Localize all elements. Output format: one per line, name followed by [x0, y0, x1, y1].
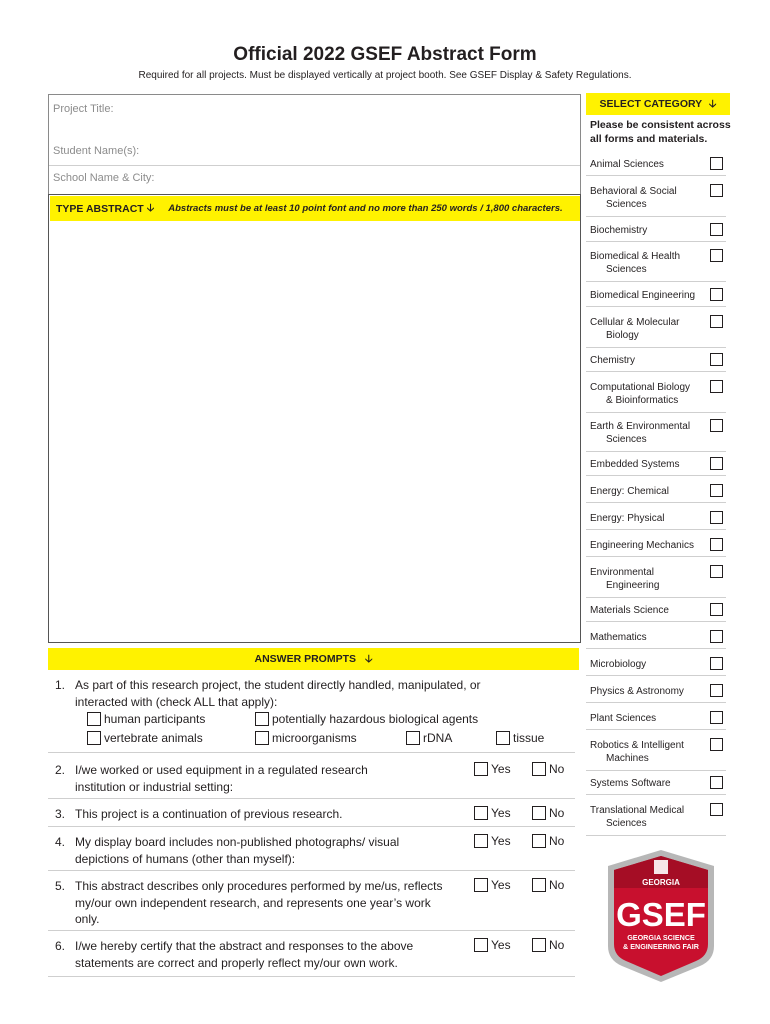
category-checkbox[interactable]	[710, 457, 723, 470]
yes-label: Yes	[491, 878, 511, 892]
category-label	[590, 539, 708, 552]
category-checkbox[interactable]	[710, 776, 723, 789]
category-item	[586, 738, 726, 774]
category-item	[586, 353, 726, 375]
logo-main-text: GSEF	[616, 896, 706, 933]
human-participants-checkbox[interactable]	[87, 712, 101, 726]
category-item	[586, 538, 726, 560]
category-checkbox[interactable]	[710, 184, 723, 197]
category-label-line: Microbiology	[590, 659, 647, 670]
category-checkbox[interactable]	[710, 630, 723, 643]
arrow-down-icon: 🡣	[708, 98, 717, 110]
category-label	[590, 712, 708, 725]
divider	[586, 648, 726, 649]
category-checkbox[interactable]	[710, 511, 723, 524]
divider	[48, 930, 575, 931]
divider	[586, 621, 726, 622]
category-label-line: Systems Software	[590, 778, 671, 789]
answer-prompts-label: ANSWER PROMPTS	[254, 653, 357, 665]
category-checkbox[interactable]	[710, 803, 723, 816]
category-label	[590, 485, 708, 498]
category-checkbox[interactable]	[710, 565, 723, 578]
divider	[586, 347, 726, 348]
category-label	[590, 777, 708, 790]
project-title-field[interactable]: Project Title:	[53, 103, 114, 115]
option-label: vertebrate animals	[104, 731, 203, 745]
category-checkbox[interactable]	[710, 288, 723, 301]
category-item	[586, 803, 726, 839]
arrow-down-icon: 🡣	[146, 201, 155, 214]
no-label: No	[549, 806, 565, 820]
category-label	[590, 566, 708, 592]
divider	[586, 216, 726, 217]
category-label-line: Sciences	[606, 818, 647, 829]
category-item	[586, 315, 726, 351]
category-label-line: Plant Sciences	[590, 713, 657, 724]
category-label-line: Sciences	[606, 434, 647, 445]
category-label-line: Physics & Astronomy	[590, 686, 684, 697]
category-item	[586, 603, 726, 625]
category-item	[586, 657, 726, 679]
divider	[586, 597, 726, 598]
category-label	[590, 224, 708, 237]
category-checkbox[interactable]	[710, 380, 723, 393]
category-note: Please be consistent across all forms and materials.	[590, 119, 731, 145]
category-label-line: Machines	[606, 753, 649, 764]
q5-no-checkbox[interactable]	[532, 878, 546, 892]
vertebrate-animals-checkbox[interactable]	[87, 731, 101, 745]
q2-yes-checkbox[interactable]	[474, 762, 488, 776]
divider	[586, 451, 726, 452]
logo-line1: GEORGIA SCIENCE	[627, 933, 695, 942]
category-label-line: Embedded Systems	[590, 459, 680, 470]
category-label-line: Mathematics	[590, 632, 647, 643]
category-label-line: Translational Medical	[590, 805, 685, 816]
q5-yes-checkbox[interactable]	[474, 878, 488, 892]
divider	[48, 752, 575, 753]
divider	[586, 241, 726, 242]
category-item	[586, 380, 726, 416]
divider	[586, 306, 726, 307]
divider	[586, 556, 726, 557]
category-checkbox[interactable]	[710, 538, 723, 551]
divider	[586, 675, 726, 676]
divider	[586, 281, 726, 282]
category-checkbox[interactable]	[710, 249, 723, 262]
q3-no-checkbox[interactable]	[532, 806, 546, 820]
category-item	[586, 511, 726, 533]
divider	[586, 475, 726, 476]
logo-line2: & ENGINEERING FAIR	[623, 942, 699, 951]
option-label: microorganisms	[272, 731, 357, 745]
category-label-line: Materials Science	[590, 605, 669, 616]
category-item	[586, 419, 726, 455]
no-label: No	[549, 834, 565, 848]
no-label: No	[549, 762, 565, 776]
q6-yes-checkbox[interactable]	[474, 938, 488, 952]
divider	[586, 529, 726, 530]
yes-label: Yes	[491, 762, 511, 776]
category-label	[590, 685, 708, 698]
category-label	[590, 250, 708, 276]
option-label: human participants	[104, 712, 206, 726]
category-checkbox[interactable]	[710, 738, 723, 751]
category-item	[586, 457, 726, 479]
question-number: 4.	[55, 835, 66, 849]
question-number: 5.	[55, 879, 66, 893]
q3-yes-checkbox[interactable]	[474, 806, 488, 820]
category-label-line: Energy: Physical	[590, 513, 665, 524]
category-checkbox[interactable]	[710, 603, 723, 616]
category-label-line: Biomedical & Health	[590, 251, 681, 262]
school-field[interactable]: School Name & City:	[53, 172, 155, 184]
type-abstract-bar	[50, 196, 580, 221]
category-label-line: Sciences	[606, 264, 647, 275]
divider	[586, 371, 726, 372]
category-label	[590, 658, 708, 671]
microorganisms-checkbox[interactable]	[255, 731, 269, 745]
yes-label: Yes	[491, 938, 511, 952]
option-label: potentially hazardous biological agents	[272, 712, 479, 726]
category-label	[590, 381, 708, 407]
divider	[586, 835, 726, 836]
category-item	[586, 565, 726, 601]
question-number: 3.	[55, 807, 66, 821]
category-item	[586, 484, 726, 506]
yes-label: Yes	[491, 834, 511, 848]
category-label-line: & Bioinformatics	[606, 395, 679, 406]
q4-no-checkbox[interactable]	[532, 834, 546, 848]
question-text: As part of this research project, the student directly handled, manipulated, or interacted with (check ALL that apply):	[75, 678, 481, 709]
category-label	[590, 185, 708, 211]
option-label: rDNA	[423, 731, 453, 745]
question-text: I/we hereby certify that the abstract and responses to the above statements are correct and properly reflect my/our own work.	[75, 939, 414, 970]
divider	[586, 702, 726, 703]
category-label-line: Chemistry	[590, 355, 636, 366]
category-label-line: Engineering Mechanics	[590, 540, 694, 551]
category-checkbox[interactable]	[710, 223, 723, 236]
select-category-label: SELECT CATEGORY	[599, 98, 702, 110]
question-text: This abstract describes only procedures performed by me/us, reflects my/our own independent research, and represents one year’s work only.	[75, 879, 443, 926]
category-item	[586, 184, 726, 220]
category-label-line: Cellular & Molecular	[590, 317, 680, 328]
category-label-line: Computational Biology	[590, 382, 691, 393]
category-checkbox[interactable]	[710, 315, 723, 328]
q2-no-checkbox[interactable]	[532, 762, 546, 776]
category-label-line: Animal Sciences	[590, 159, 664, 170]
divider	[586, 412, 726, 413]
category-label-line: Behavioral & Social	[590, 186, 677, 197]
question-text: My display board includes non-published photographs/ visual depictions of humans (other than myself):	[75, 835, 400, 866]
student-names-field[interactable]: Student Name(s):	[53, 145, 140, 157]
q6-no-checkbox[interactable]	[532, 938, 546, 952]
category-label-line: Robotics & Intelligent	[590, 740, 684, 751]
category-label-line: Energy: Chemical	[590, 486, 669, 497]
question-number: 1.	[55, 678, 66, 692]
form-subtitle: Required for all projects. Must be displayed vertically at project booth. See GSEF Display & Safety Regulations.	[138, 70, 632, 81]
gsef-logo	[602, 848, 720, 984]
category-label-line: Biology	[606, 330, 639, 341]
no-label: No	[549, 938, 565, 952]
divider	[586, 729, 726, 730]
option-label: tissue	[513, 731, 545, 745]
divider	[586, 770, 726, 771]
category-label-line: Sciences	[606, 199, 647, 210]
question-number: 6.	[55, 939, 66, 953]
divider	[586, 794, 726, 795]
category-label	[590, 604, 708, 617]
logo-top-text: GEORGIA	[642, 878, 680, 887]
tissue-checkbox[interactable]	[496, 731, 510, 745]
category-checkbox[interactable]	[710, 353, 723, 366]
category-checkbox[interactable]	[710, 484, 723, 497]
category-item	[586, 630, 726, 652]
category-item	[586, 711, 726, 733]
category-item	[586, 249, 726, 285]
q4-yes-checkbox[interactable]	[474, 834, 488, 848]
category-label-line: Biochemistry	[590, 225, 648, 236]
divider	[586, 502, 726, 503]
category-label	[590, 512, 708, 525]
category-checkbox[interactable]	[710, 157, 723, 170]
category-checkbox[interactable]	[710, 684, 723, 697]
category-item	[586, 288, 726, 310]
select-category-bar	[586, 93, 730, 115]
category-label-line: Biomedical Engineering	[590, 290, 696, 301]
question-text: I/we worked or used equipment in a regulated research institution or industrial setting:	[75, 763, 368, 794]
biological-agents-checkbox[interactable]	[255, 712, 269, 726]
rdna-checkbox[interactable]	[406, 731, 420, 745]
divider	[586, 175, 726, 176]
question-text: This project is a continuation of previous research.	[75, 807, 343, 821]
category-label	[590, 316, 708, 342]
category-label	[590, 420, 708, 446]
divider	[48, 826, 575, 827]
category-label-line: Earth & Environmental	[590, 421, 691, 432]
category-label-line: Environmental	[590, 567, 654, 578]
question-number: 2.	[55, 763, 66, 777]
divider	[49, 165, 580, 166]
category-item	[586, 223, 726, 245]
type-abstract-label: TYPE ABSTRACT	[56, 202, 144, 215]
category-label	[590, 354, 708, 367]
category-checkbox[interactable]	[710, 711, 723, 724]
abstract-instructions: Abstracts must be at least 10 point font and no more than 250 words / 1,800 characters.	[168, 203, 563, 214]
no-label: No	[549, 878, 565, 892]
yes-label: Yes	[491, 806, 511, 820]
divider	[48, 870, 575, 871]
divider	[48, 976, 575, 977]
category-checkbox[interactable]	[710, 657, 723, 670]
category-item	[586, 157, 726, 179]
category-label-line: Engineering	[606, 580, 660, 591]
category-label	[590, 289, 708, 302]
answer-prompts-bar	[48, 648, 579, 670]
abstract-textarea[interactable]	[48, 194, 581, 643]
arrow-down-icon: 🡣	[364, 653, 373, 665]
category-label	[590, 458, 708, 471]
category-checkbox[interactable]	[710, 419, 723, 432]
category-label	[590, 804, 708, 830]
category-label	[590, 158, 708, 171]
category-item	[586, 776, 726, 798]
form-title: Official 2022 GSEF Abstract Form	[233, 44, 537, 65]
divider	[48, 798, 575, 799]
student-info-box	[48, 94, 581, 195]
category-item	[586, 684, 726, 706]
category-label	[590, 631, 708, 644]
category-label	[590, 739, 708, 765]
